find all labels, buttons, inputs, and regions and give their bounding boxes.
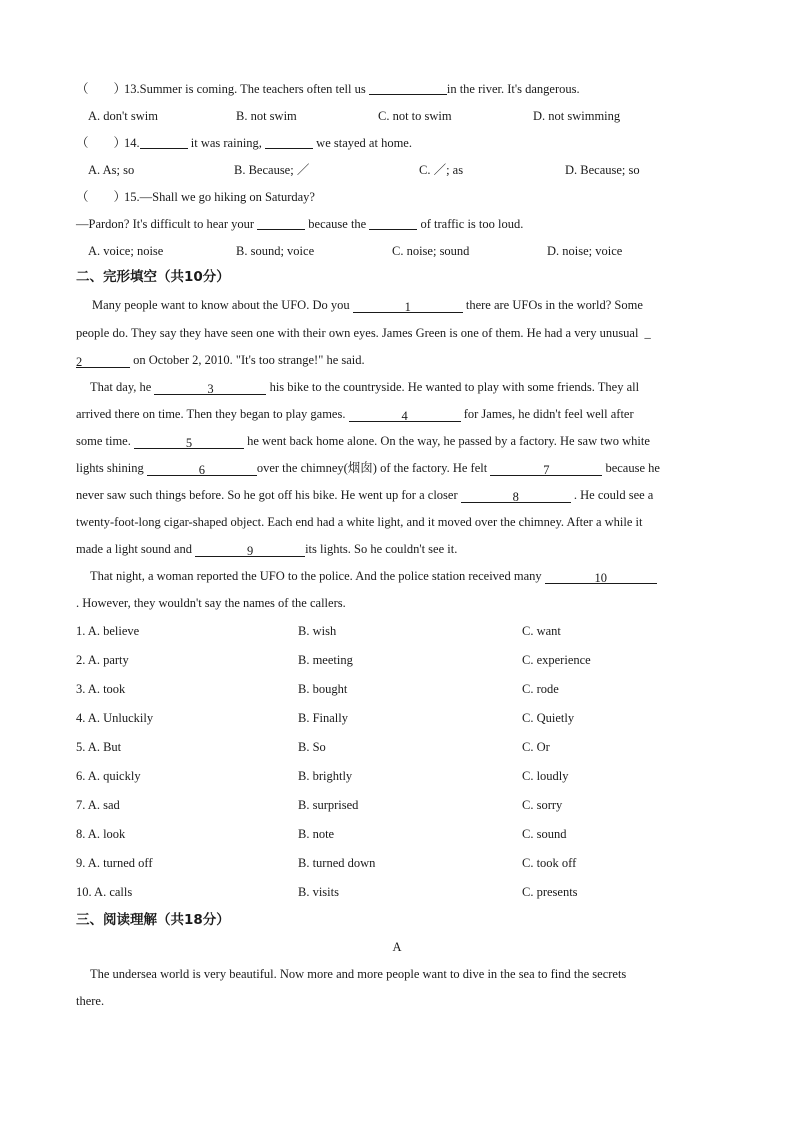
choice-9-a[interactable]: 9. A. turned off — [76, 856, 153, 870]
choice-4-c[interactable]: C. Quietly — [522, 711, 575, 725]
q14-option-a[interactable]: A. As; so — [88, 163, 135, 177]
question-15-stem: 15.—Shall we go hiking on Saturday? — [124, 190, 315, 204]
choice-5-b[interactable]: B. So — [298, 740, 326, 754]
cloze-blank-5[interactable]: 5 — [134, 435, 244, 449]
question-14-stem-c: we stayed at home. — [313, 136, 412, 150]
question-15-line2 — [76, 216, 523, 232]
cloze-blank-8[interactable]: 8 — [461, 489, 571, 503]
answer-blank[interactable] — [369, 216, 417, 230]
choice-1-c[interactable]: C. want — [522, 624, 561, 638]
cloze-paragraph-2-line-1 — [90, 379, 639, 395]
reading-passage-line-1: The undersea world is very beautiful. Now more and more people want to dive in the sea to find the secrets — [90, 967, 627, 981]
text: there are UFOs in the world? Some — [462, 298, 643, 312]
choice-2-c[interactable]: C. experience — [522, 653, 591, 667]
choice-8-c[interactable]: C. sound — [522, 827, 567, 841]
cloze-paragraph-2-line-6 — [76, 514, 642, 530]
answer-blank[interactable] — [140, 135, 188, 149]
cloze-paragraph-2-line-3 — [76, 433, 650, 449]
answer-blank[interactable] — [369, 81, 447, 95]
cloze-blank-7[interactable]: 7 — [490, 462, 602, 476]
choice-6-a[interactable]: 6. A. quickly — [76, 769, 141, 783]
q13-option-d[interactable]: D. not swimming — [533, 109, 621, 123]
text: over the chimney(烟囱) of the factory. He felt — [256, 461, 491, 475]
q13-option-a[interactable]: A. don't swim — [88, 109, 158, 123]
cloze-paragraph-1-line-1 — [92, 297, 643, 313]
q15-option-b[interactable]: B. sound; voice — [236, 244, 315, 258]
q15-line2-c: of traffic is too loud. — [417, 217, 524, 231]
choice-8-a[interactable]: 8. A. look — [76, 827, 126, 841]
choice-9-b[interactable]: B. turned down — [298, 856, 376, 870]
q15-line2-a: —Pardon? It's difficult to hear your — [76, 217, 258, 231]
question-14 — [76, 135, 412, 151]
question-15 — [76, 189, 315, 205]
text: That day, he — [90, 380, 155, 394]
text: arrived there on time. Then they began to play games. — [76, 407, 349, 421]
cloze-blank-1[interactable]: 1 — [353, 299, 463, 313]
choice-1-a[interactable]: 1. A. believe — [76, 624, 140, 638]
q15-option-d[interactable]: D. noise; voice — [547, 244, 623, 258]
answer-paren[interactable]: （ ） — [76, 82, 127, 96]
q13-option-b[interactable]: B. not swim — [236, 109, 297, 123]
cloze-paragraph-2-line-2 — [76, 406, 634, 422]
cloze-blank-4[interactable]: 4 — [349, 408, 461, 422]
q15-option-a[interactable]: A. voice; noise — [88, 244, 164, 258]
text: lights shining — [76, 461, 147, 475]
cloze-blank-2[interactable]: 2 — [76, 354, 130, 368]
question-14-number: 14. — [124, 136, 140, 150]
q15-line2-b: because the — [305, 217, 370, 231]
q13-option-c[interactable]: C. not to swim — [378, 109, 452, 123]
choice-10-b[interactable]: B. visits — [298, 885, 339, 899]
choice-9-c[interactable]: C. took off — [522, 856, 577, 870]
choice-7-c[interactable]: C. sorry — [522, 798, 563, 812]
text: for James, he didn't feel well after — [460, 407, 634, 421]
cloze-paragraph-3-line-1 — [90, 568, 657, 584]
cloze-blank-3[interactable]: 3 — [154, 381, 266, 395]
answer-blank[interactable] — [265, 135, 313, 149]
cloze-blank-9[interactable]: 9 — [195, 543, 305, 557]
choice-2-b[interactable]: B. meeting — [298, 653, 353, 667]
choice-6-c[interactable]: C. loudly — [522, 769, 569, 783]
choice-2-a[interactable]: 2. A. party — [76, 653, 129, 667]
choice-5-c[interactable]: C. Or — [522, 740, 550, 754]
text: twenty-foot-long cigar-shaped object. Each end had a white light, and it moved over the chimney. After a while it — [76, 515, 643, 529]
cloze-paragraph-2-line-5 — [76, 487, 653, 503]
question-14-stem-b: it was raining, — [187, 136, 266, 150]
cloze-blank-6[interactable]: 6 — [147, 462, 257, 476]
text: his bike to the countryside. He wanted to play with some friends. They all — [266, 380, 640, 394]
choice-7-b[interactable]: B. surprised — [298, 798, 359, 812]
answer-blank[interactable] — [257, 216, 305, 230]
choice-1-b[interactable]: B. wish — [298, 624, 337, 638]
text: never saw such things before. So he got off his bike. He went up for a closer — [76, 488, 461, 502]
choice-3-b[interactable]: B. bought — [298, 682, 348, 696]
cloze-paragraph-3-line-2 — [76, 595, 346, 611]
cloze-paragraph-1-line-3 — [76, 352, 365, 368]
reading-passage-line-2: there. — [76, 994, 105, 1008]
text: he went back home alone. On the way, he passed by a factory. He saw two white — [243, 434, 650, 448]
cloze-paragraph-2-line-4 — [76, 460, 660, 476]
question-13-stem-a: 13.Summer is coming. The teachers often tell us — [124, 82, 369, 96]
answer-paren[interactable]: （ ） — [76, 136, 127, 150]
text: _ — [644, 326, 651, 340]
question-13 — [76, 81, 580, 97]
cloze-paragraph-1-line-2 — [76, 325, 651, 341]
text: people do. They say they have seen one with their own eyes. James Green is one of them. He had a very unusual — [76, 326, 639, 340]
text: Many people want to know about the UFO. Do you — [92, 298, 353, 312]
cloze-blank-10[interactable]: 10 — [545, 570, 657, 584]
passage-label: A — [392, 940, 402, 954]
choice-10-c[interactable]: C. presents — [522, 885, 578, 899]
choice-10-a[interactable]: 10. A. calls — [76, 885, 133, 899]
text: . He could see a — [570, 488, 654, 502]
q14-option-c[interactable]: C. ／; as — [419, 163, 464, 177]
section-heading-reading: 三、阅读理解（共18分） — [76, 912, 230, 928]
section-heading-cloze: 二、完形填空（共10分） — [76, 269, 230, 285]
text: because he — [602, 461, 660, 475]
text: some time. — [76, 434, 134, 448]
q14-option-d[interactable]: D. Because; so — [565, 163, 640, 177]
q14-option-b[interactable]: B. Because; ／ — [234, 163, 310, 177]
choice-6-b[interactable]: B. brightly — [298, 769, 353, 783]
text: on October 2, 2010. "It's too strange!" he said. — [130, 353, 365, 367]
choice-8-b[interactable]: B. note — [298, 827, 335, 841]
choice-3-a[interactable]: 3. A. took — [76, 682, 126, 696]
choice-4-b[interactable]: B. Finally — [298, 711, 349, 725]
q15-option-c[interactable]: C. noise; sound — [392, 244, 470, 258]
choice-4-a[interactable]: 4. A. Unluckily — [76, 711, 154, 725]
question-13-stem-b: in the river. It's dangerous. — [446, 82, 580, 96]
choice-5-a[interactable]: 5. A. But — [76, 740, 122, 754]
choice-7-a[interactable]: 7. A. sad — [76, 798, 120, 812]
text: made a light sound and — [76, 542, 196, 556]
text: . However, they wouldn't say the names of the callers. — [76, 596, 346, 610]
cloze-paragraph-2-line-7 — [76, 541, 457, 557]
answer-paren[interactable]: （ ） — [76, 190, 127, 204]
text: That night, a woman reported the UFO to the police. And the police station received many — [90, 569, 545, 583]
text: its lights. So he couldn't see it. — [305, 542, 458, 556]
choice-3-c[interactable]: C. rode — [522, 682, 559, 696]
